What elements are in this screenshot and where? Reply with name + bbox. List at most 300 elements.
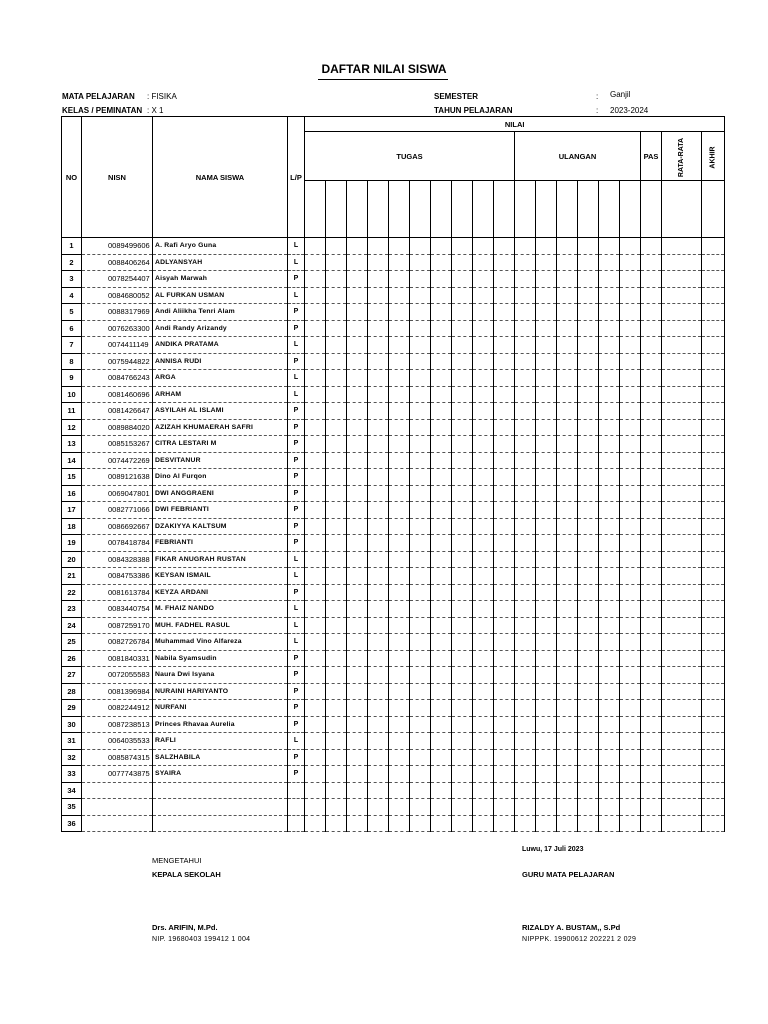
score-cell: [557, 584, 578, 601]
score-cell: [473, 733, 494, 750]
score-cell: [368, 386, 389, 403]
score-cell: [305, 584, 326, 601]
score-cell: [431, 733, 452, 750]
score-cell: [494, 271, 515, 288]
score-cell: [620, 716, 641, 733]
score-cell: [326, 749, 347, 766]
row-nama: FEBRIANTI: [153, 535, 288, 552]
score-subheader-cell: [494, 181, 515, 238]
score-cell: [494, 650, 515, 667]
row-lp: L: [288, 568, 305, 585]
score-cell: [662, 749, 702, 766]
score-cell: [578, 683, 599, 700]
score-cell: [326, 601, 347, 618]
score-cell: [662, 766, 702, 783]
score-cell: [557, 749, 578, 766]
score-cell: [536, 634, 557, 651]
score-cell: [305, 650, 326, 667]
score-cell: [641, 617, 662, 634]
score-cell: [347, 485, 368, 502]
row-nisn: 0082771066: [82, 502, 153, 519]
score-cell: [557, 485, 578, 502]
score-cell: [368, 617, 389, 634]
score-cell: [473, 782, 494, 799]
score-cell: [662, 419, 702, 436]
score-cell: [389, 403, 410, 420]
score-cell: [368, 667, 389, 684]
row-nisn: 0087259170: [82, 617, 153, 634]
row-number: 14: [62, 452, 82, 469]
row-nama: AZIZAH KHUMAERAH SAFRI: [153, 419, 288, 436]
score-cell: [662, 551, 702, 568]
row-lp: L: [288, 617, 305, 634]
score-cell: [389, 766, 410, 783]
row-number: 28: [62, 683, 82, 700]
score-cell: [368, 320, 389, 337]
score-cell: [473, 337, 494, 354]
score-cell: [305, 337, 326, 354]
row-number: 12: [62, 419, 82, 436]
row-nisn: 0076263300: [82, 320, 153, 337]
score-cell: [410, 436, 431, 453]
row-nama: AL FURKAN USMAN: [153, 287, 288, 304]
table-row: [62, 485, 725, 502]
score-cell: [452, 799, 473, 816]
row-number: 27: [62, 667, 82, 684]
score-cell: [599, 733, 620, 750]
score-cell: [389, 502, 410, 519]
score-cell: [347, 287, 368, 304]
score-cell: [494, 683, 515, 700]
score-cell: [536, 370, 557, 387]
score-cell: [620, 353, 641, 370]
score-cell: [305, 634, 326, 651]
score-cell: [347, 320, 368, 337]
score-cell: [305, 320, 326, 337]
col-nilai-header: NILAI: [305, 117, 725, 132]
row-lp: L: [288, 337, 305, 354]
score-cell: [305, 733, 326, 750]
score-cell: [368, 485, 389, 502]
score-cell: [473, 568, 494, 585]
row-nama: SYAIRA: [153, 766, 288, 783]
score-cell: [368, 502, 389, 519]
score-cell: [452, 320, 473, 337]
score-cell: [515, 667, 536, 684]
col-pas-header: PAS: [641, 132, 662, 181]
row-nisn: 0064035533: [82, 733, 153, 750]
score-cell: [452, 436, 473, 453]
score-cell: [578, 700, 599, 717]
score-cell: [536, 271, 557, 288]
score-cell: [389, 815, 410, 832]
score-cell: [662, 337, 702, 354]
score-cell: [368, 749, 389, 766]
score-cell: [641, 749, 662, 766]
score-cell: [557, 304, 578, 321]
score-cell: [431, 551, 452, 568]
score-cell: [452, 337, 473, 354]
score-cell: [536, 782, 557, 799]
score-cell: [452, 452, 473, 469]
score-cell: [662, 815, 702, 832]
score-cell: [578, 601, 599, 618]
score-cell: [515, 535, 536, 552]
score-cell: [702, 254, 725, 271]
score-cell: [620, 799, 641, 816]
table-row: [62, 683, 725, 700]
score-cell: [515, 716, 536, 733]
score-subheader-cell: [389, 181, 410, 238]
score-cell: [662, 667, 702, 684]
score-cell: [410, 370, 431, 387]
score-cell: [347, 518, 368, 535]
score-cell: [620, 469, 641, 486]
score-cell: [389, 634, 410, 651]
row-lp: P: [288, 683, 305, 700]
score-cell: [515, 815, 536, 832]
score-cell: [620, 287, 641, 304]
row-lp: P: [288, 650, 305, 667]
row-number: 24: [62, 617, 82, 634]
row-number: 7: [62, 337, 82, 354]
score-cell: [473, 683, 494, 700]
score-cell: [515, 650, 536, 667]
score-cell: [431, 337, 452, 354]
score-cell: [620, 815, 641, 832]
score-cell: [389, 667, 410, 684]
row-nama: Princes Rhavaa Aurelia: [153, 716, 288, 733]
score-cell: [347, 584, 368, 601]
score-cell: [473, 452, 494, 469]
guru-label: GURU MATA PELAJARAN: [522, 870, 615, 879]
score-cell: [662, 436, 702, 453]
score-cell: [347, 535, 368, 552]
score-cell: [326, 568, 347, 585]
row-number: 20: [62, 551, 82, 568]
score-cell: [578, 370, 599, 387]
score-cell: [599, 601, 620, 618]
score-cell: [536, 452, 557, 469]
score-cell: [347, 733, 368, 750]
score-cell: [557, 287, 578, 304]
row-number: 16: [62, 485, 82, 502]
score-cell: [326, 518, 347, 535]
score-cell: [431, 370, 452, 387]
score-cell: [431, 782, 452, 799]
score-cell: [305, 386, 326, 403]
score-cell: [368, 766, 389, 783]
score-cell: [326, 634, 347, 651]
score-cell: [410, 667, 431, 684]
table-row: [62, 815, 725, 832]
score-cell: [578, 584, 599, 601]
score-cell: [494, 370, 515, 387]
score-cell: [641, 419, 662, 436]
row-nama: ANDIKA PRATAMA: [153, 337, 288, 354]
score-cell: [431, 667, 452, 684]
row-nama: KEYSAN ISMAIL: [153, 568, 288, 585]
score-cell: [305, 502, 326, 519]
score-cell: [702, 502, 725, 519]
score-cell: [515, 469, 536, 486]
score-cell: [599, 634, 620, 651]
score-cell: [536, 436, 557, 453]
score-cell: [347, 469, 368, 486]
score-cell: [452, 238, 473, 255]
score-subheader-cell: [641, 181, 662, 238]
score-cell: [641, 353, 662, 370]
score-cell: [702, 370, 725, 387]
score-cell: [578, 238, 599, 255]
score-cell: [702, 337, 725, 354]
score-cell: [620, 749, 641, 766]
score-cell: [662, 683, 702, 700]
score-cell: [578, 650, 599, 667]
score-cell: [389, 452, 410, 469]
score-cell: [620, 617, 641, 634]
score-subheader-cell: [431, 181, 452, 238]
score-cell: [515, 733, 536, 750]
row-nisn: 0084766243: [82, 370, 153, 387]
row-nisn: 0074411149: [82, 337, 153, 354]
kepala-nip: NIP. 19680403 199412 1 004: [152, 936, 251, 943]
score-cell: [702, 518, 725, 535]
row-nama: Aisyah Marwah: [153, 271, 288, 288]
score-cell: [599, 452, 620, 469]
score-cell: [702, 782, 725, 799]
score-cell: [662, 502, 702, 519]
row-number: 8: [62, 353, 82, 370]
row-nama: CITRA LESTARI M: [153, 436, 288, 453]
semester-value: Ganjil: [610, 90, 631, 99]
score-cell: [389, 518, 410, 535]
score-cell: [305, 469, 326, 486]
score-cell: [641, 271, 662, 288]
score-cell: [452, 568, 473, 585]
score-cell: [620, 370, 641, 387]
col-lp-header: L/P: [288, 117, 305, 238]
score-cell: [599, 304, 620, 321]
score-cell: [557, 551, 578, 568]
score-cell: [410, 568, 431, 585]
score-cell: [473, 469, 494, 486]
score-cell: [473, 386, 494, 403]
score-cell: [410, 502, 431, 519]
score-cell: [368, 733, 389, 750]
score-cell: [326, 287, 347, 304]
score-cell: [452, 716, 473, 733]
score-cell: [662, 700, 702, 717]
score-cell: [368, 518, 389, 535]
score-cell: [641, 551, 662, 568]
score-cell: [368, 815, 389, 832]
score-cell: [662, 370, 702, 387]
score-cell: [494, 716, 515, 733]
score-cell: [515, 452, 536, 469]
row-number: 32: [62, 749, 82, 766]
score-cell: [389, 716, 410, 733]
score-cell: [326, 304, 347, 321]
score-cell: [557, 271, 578, 288]
score-cell: [620, 535, 641, 552]
score-cell: [452, 469, 473, 486]
score-cell: [431, 650, 452, 667]
score-subheader-cell: [662, 181, 702, 238]
score-cell: [494, 815, 515, 832]
score-cell: [536, 353, 557, 370]
score-cell: [494, 419, 515, 436]
score-cell: [473, 271, 494, 288]
score-cell: [389, 287, 410, 304]
score-cell: [431, 386, 452, 403]
score-cell: [536, 502, 557, 519]
row-nisn: 0087238513: [82, 716, 153, 733]
score-cell: [515, 551, 536, 568]
score-cell: [452, 733, 473, 750]
score-cell: [557, 683, 578, 700]
row-nisn: 0078254407: [82, 271, 153, 288]
score-cell: [662, 386, 702, 403]
score-cell: [431, 469, 452, 486]
score-cell: [515, 386, 536, 403]
row-number: 5: [62, 304, 82, 321]
score-cell: [702, 650, 725, 667]
score-cell: [347, 766, 368, 783]
score-cell: [702, 386, 725, 403]
row-number: 18: [62, 518, 82, 535]
score-cell: [326, 353, 347, 370]
score-cell: [578, 667, 599, 684]
score-cell: [578, 469, 599, 486]
score-cell: [431, 419, 452, 436]
score-cell: [515, 749, 536, 766]
row-lp: P: [288, 419, 305, 436]
score-cell: [599, 551, 620, 568]
score-cell: [536, 551, 557, 568]
score-cell: [473, 667, 494, 684]
col-rata-label: RATA-RATA: [678, 137, 686, 177]
score-cell: [431, 353, 452, 370]
score-cell: [410, 238, 431, 255]
score-cell: [473, 419, 494, 436]
row-nama: M. FHAIZ NANDO: [153, 601, 288, 618]
score-cell: [389, 733, 410, 750]
score-cell: [368, 700, 389, 717]
row-nama: DWI FEBRIANTI: [153, 502, 288, 519]
table-row: [62, 238, 725, 255]
score-cell: [515, 568, 536, 585]
row-lp: L: [288, 238, 305, 255]
score-cell: [326, 271, 347, 288]
score-cell: [389, 337, 410, 354]
score-cell: [410, 419, 431, 436]
table-row: [62, 716, 725, 733]
score-cell: [452, 271, 473, 288]
score-cell: [347, 667, 368, 684]
score-cell: [599, 650, 620, 667]
score-cell: [452, 683, 473, 700]
table-row: [62, 551, 725, 568]
score-cell: [410, 601, 431, 618]
score-cell: [702, 304, 725, 321]
score-cell: [431, 766, 452, 783]
row-nisn: 0084328388: [82, 551, 153, 568]
score-cell: [305, 551, 326, 568]
row-nama: A. Rafi Aryo Guna: [153, 238, 288, 255]
score-cell: [662, 287, 702, 304]
score-cell: [326, 815, 347, 832]
score-cell: [347, 551, 368, 568]
page-title: DAFTAR NILAI SISWA: [321, 62, 447, 76]
table-row: [62, 766, 725, 783]
score-cell: [641, 568, 662, 585]
table-row: [62, 782, 725, 799]
tahun-value: 2023-2024: [610, 106, 649, 115]
score-cell: [641, 287, 662, 304]
row-nisn: 0081840331: [82, 650, 153, 667]
score-cell: [641, 815, 662, 832]
score-cell: [326, 766, 347, 783]
score-cell: [515, 304, 536, 321]
row-lp: P: [288, 436, 305, 453]
table-row: [62, 403, 725, 420]
score-cell: [473, 535, 494, 552]
score-cell: [557, 254, 578, 271]
score-cell: [347, 436, 368, 453]
score-cell: [599, 337, 620, 354]
score-cell: [620, 782, 641, 799]
score-cell: [599, 386, 620, 403]
row-nama: [153, 799, 288, 816]
score-cell: [599, 584, 620, 601]
score-cell: [305, 617, 326, 634]
score-cell: [557, 568, 578, 585]
score-cell: [305, 782, 326, 799]
table-row: [62, 700, 725, 717]
score-cell: [410, 551, 431, 568]
score-cell: [599, 320, 620, 337]
row-lp: P: [288, 535, 305, 552]
score-cell: [578, 733, 599, 750]
table-row: [62, 287, 725, 304]
row-nisn: 0075944822: [82, 353, 153, 370]
score-cell: [620, 304, 641, 321]
row-lp: P: [288, 502, 305, 519]
score-cell: [452, 766, 473, 783]
score-cell: [620, 238, 641, 255]
score-cell: [473, 353, 494, 370]
kelas-label: KELAS / PEMINATAN: [62, 106, 143, 115]
score-cell: [599, 716, 620, 733]
score-cell: [389, 551, 410, 568]
score-cell: [662, 518, 702, 535]
row-nisn: 0081613784: [82, 584, 153, 601]
row-nisn: 0084680052: [82, 287, 153, 304]
score-cell: [557, 403, 578, 420]
score-cell: [641, 667, 662, 684]
row-lp: [288, 799, 305, 816]
score-cell: [452, 617, 473, 634]
row-lp: P: [288, 271, 305, 288]
score-cell: [620, 436, 641, 453]
score-cell: [410, 815, 431, 832]
score-cell: [305, 485, 326, 502]
row-number: 25: [62, 634, 82, 651]
row-nama: ADLYANSYAH: [153, 254, 288, 271]
score-cell: [536, 386, 557, 403]
score-cell: [578, 337, 599, 354]
